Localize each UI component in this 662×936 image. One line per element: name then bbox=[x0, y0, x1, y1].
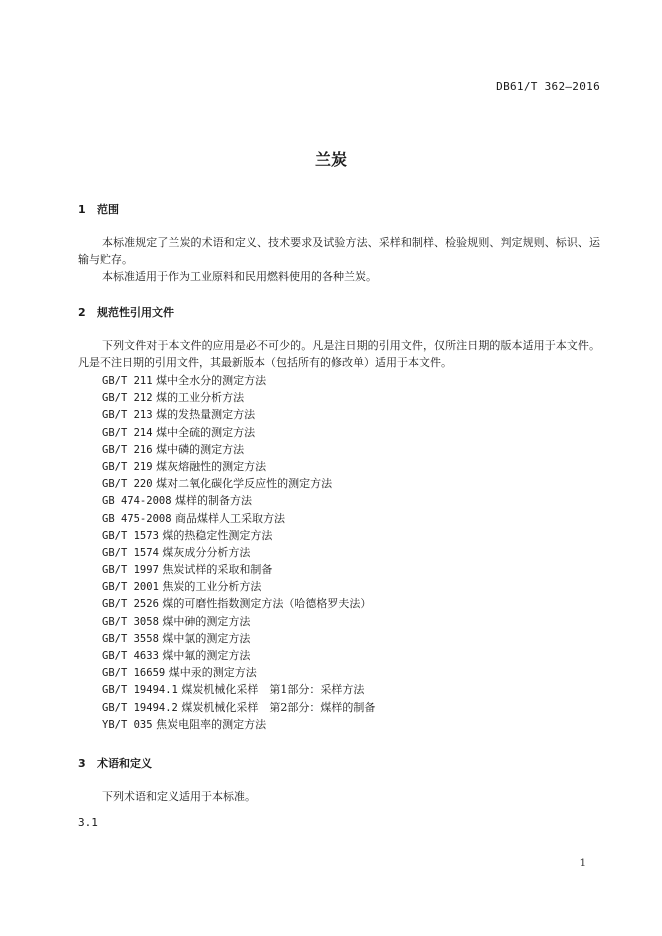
reference-code: GB/T 219 bbox=[102, 460, 153, 473]
section-title: 范围 bbox=[97, 203, 119, 216]
terms-intro: 下列术语和定义适用于本标准。 bbox=[102, 790, 256, 803]
reference-item bbox=[102, 664, 375, 681]
reference-list bbox=[102, 372, 375, 733]
document-title: 兰炭 bbox=[314, 150, 347, 169]
section-heading-terms bbox=[78, 755, 152, 771]
reference-title: 煤灰熔融性的测定方法 bbox=[156, 459, 267, 473]
reference-item bbox=[102, 681, 375, 698]
reference-item bbox=[102, 630, 375, 647]
reference-code: GB/T 1573 bbox=[102, 529, 159, 542]
reference-item bbox=[102, 372, 375, 389]
reference-title: 煤样的制备方法 bbox=[175, 494, 253, 508]
reference-title: 煤中磷的测定方法 bbox=[156, 442, 245, 456]
reference-item bbox=[102, 406, 375, 423]
section-number: 3 bbox=[78, 757, 86, 770]
scope-paragraph-1: 本标准规定了兰炭的术语和定义、技术要求及试验方法、采样和制样、检验规则、判定规则、标识、运输与贮存。 bbox=[78, 236, 600, 266]
reference-title: 煤中全硫的测定方法 bbox=[156, 425, 256, 439]
reference-code: GB/T 212 bbox=[102, 392, 153, 405]
reference-code: GB/T 19494.1 bbox=[102, 684, 178, 697]
reference-code: GB/T 4633 bbox=[102, 650, 159, 662]
reference-title: 煤的热稳定性测定方法 bbox=[162, 528, 273, 542]
reference-code: GB/T 216 bbox=[102, 443, 153, 456]
section-number: 2 bbox=[78, 306, 86, 319]
document-code: DB61/T 362—2016 bbox=[496, 80, 600, 93]
reference-title: 煤中全水分的测定方法 bbox=[156, 374, 267, 387]
section-heading-references bbox=[78, 304, 174, 320]
reference-item bbox=[102, 561, 375, 578]
subsection-number: 3.1 bbox=[78, 816, 98, 829]
section-heading-scope bbox=[78, 201, 119, 217]
reference-item bbox=[102, 578, 375, 595]
reference-title: 煤的工业分析方法 bbox=[156, 391, 245, 405]
section-title: 规范性引用文件 bbox=[97, 306, 174, 319]
reference-title: 煤的可磨性指数测定方法（哈德格罗夫法） bbox=[162, 597, 372, 611]
reference-item bbox=[102, 647, 375, 664]
reference-item bbox=[102, 389, 375, 406]
reference-code: GB/T 1574 bbox=[102, 546, 159, 559]
reference-title: 煤灰成分分析方法 bbox=[162, 545, 251, 559]
reference-item bbox=[102, 424, 375, 441]
reference-title: 焦炭电阻率的测定方法 bbox=[156, 717, 267, 731]
reference-title: 商品煤样人工采取方法 bbox=[175, 511, 286, 525]
reference-item bbox=[102, 441, 375, 458]
reference-item bbox=[102, 492, 375, 509]
reference-code: GB/T 19494.2 bbox=[102, 701, 178, 714]
reference-code: GB/T 211 bbox=[102, 375, 153, 387]
reference-item bbox=[102, 699, 375, 716]
page-number: 1 bbox=[579, 858, 586, 869]
reference-title: 煤的发热量测定方法 bbox=[156, 408, 256, 422]
reference-title: 焦炭的工业分析方法 bbox=[162, 580, 262, 594]
reference-code: GB 474-2008 bbox=[102, 495, 172, 508]
reference-code: YB/T 035 bbox=[102, 718, 153, 731]
reference-code: GB/T 214 bbox=[102, 426, 153, 439]
reference-title: 煤对二氧化碳化学反应性的测定方法 bbox=[156, 477, 333, 491]
reference-code: GB/T 3558 bbox=[102, 632, 159, 645]
reference-title: 煤中氟的测定方法 bbox=[162, 649, 251, 662]
reference-title: 煤中氯的测定方法 bbox=[162, 631, 251, 645]
reference-code: GB/T 2526 bbox=[102, 598, 159, 611]
reference-title: 煤中汞的测定方法 bbox=[168, 666, 257, 680]
reference-code: GB 475-2008 bbox=[102, 512, 172, 525]
reference-title: 煤中砷的测定方法 bbox=[162, 614, 251, 628]
reference-item bbox=[102, 475, 375, 492]
reference-code: GB/T 3058 bbox=[102, 615, 159, 628]
reference-code: GB/T 213 bbox=[102, 409, 153, 422]
reference-code: GB/T 1997 bbox=[102, 564, 159, 577]
reference-title: 煤炭机械化采样 第1部分：采样方法 bbox=[181, 683, 365, 697]
reference-item bbox=[102, 716, 375, 733]
reference-item bbox=[102, 510, 375, 527]
reference-title: 焦炭试样的采取和制备 bbox=[162, 563, 273, 577]
reference-item bbox=[102, 613, 375, 630]
reference-item bbox=[102, 544, 375, 561]
reference-item bbox=[102, 595, 375, 612]
section-number: 1 bbox=[78, 203, 86, 216]
reference-item bbox=[102, 458, 375, 475]
reference-item bbox=[102, 527, 375, 544]
reference-code: GB/T 2001 bbox=[102, 581, 159, 594]
reference-code: GB/T 220 bbox=[102, 478, 153, 491]
references-intro: 下列文件对于本文件的应用是必不可少的。凡是注日期的引用文件，仅所注日期的版本适用于本文件。凡是不注日期的引用文件，其最新版本（包括所有的修改单）适用于本文件。 bbox=[78, 339, 600, 369]
section-title: 术语和定义 bbox=[97, 757, 152, 770]
reference-code: GB/T 16659 bbox=[102, 667, 166, 680]
reference-title: 煤炭机械化采样 第2部分：煤样的制备 bbox=[181, 700, 376, 714]
scope-paragraph-2: 本标准适用于作为工业原料和民用燃料使用的各种兰炭。 bbox=[102, 270, 377, 283]
